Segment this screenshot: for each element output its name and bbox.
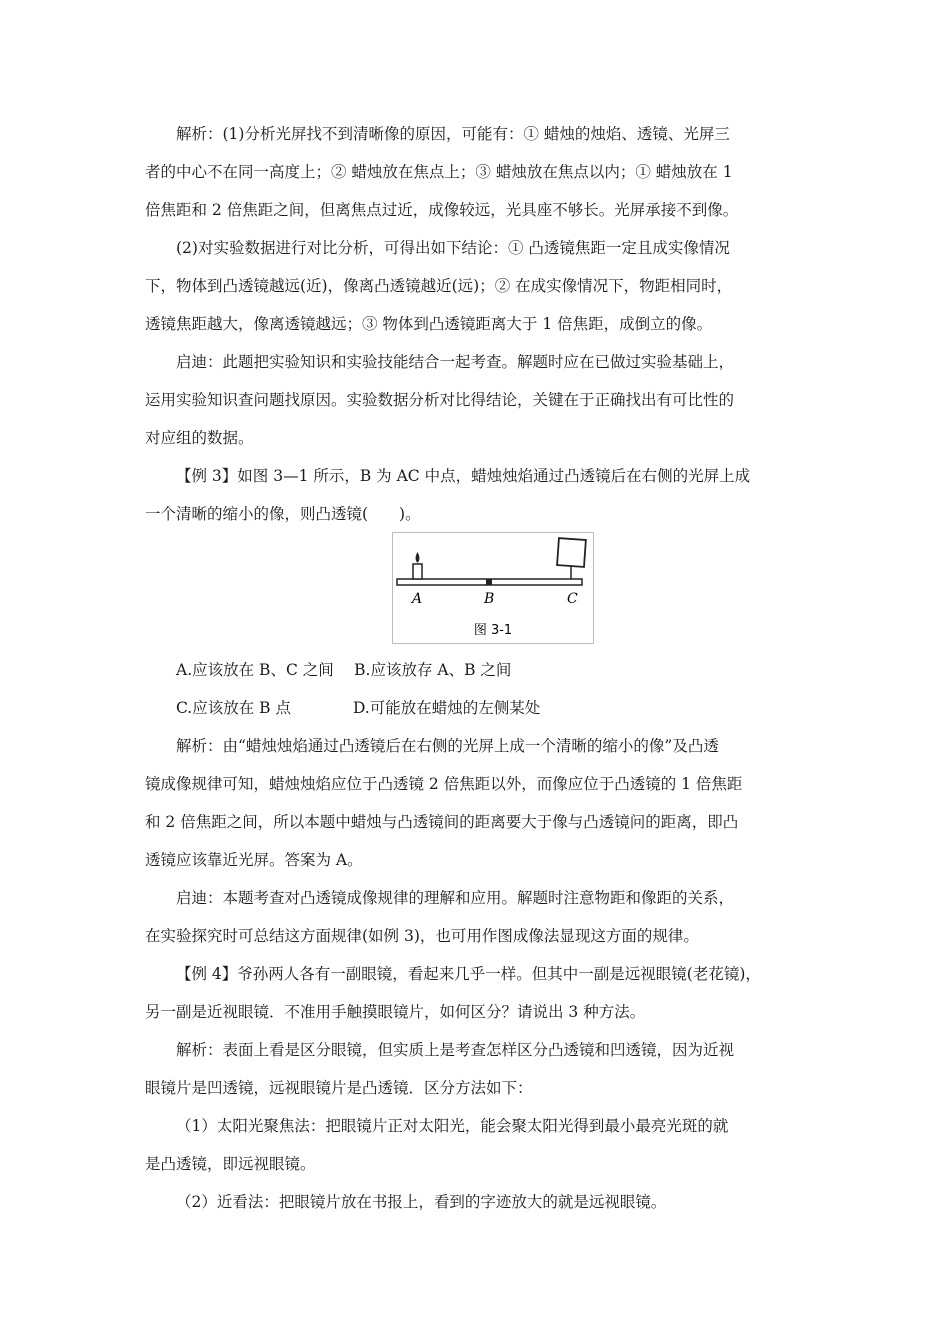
candle-flame-icon [416,552,420,563]
light-screen [557,538,586,567]
paragraph-line: 者的中心不在同一高度上；② 蜡烛放在焦点上；③ 蜡烛放在焦点以内；① 蜡烛放在 1 [145,163,733,181]
label-b: B [484,591,495,607]
paragraph-line: 运用实验知识查问题找原因。实验数据分析对比得结论，关键在于正确找出有可比性的 [145,391,735,409]
figure-3-1 [392,532,594,644]
paragraph-line: 透镜应该靠近光屏。答案为 A。 [145,851,363,869]
option-line: C.应该放在 B 点 D.可能放在蜡烛的左侧某处 [176,699,541,717]
paragraph-line: 解析：表面上看是区分眼镜，但实质上是考查怎样区分凸透镜和凹透镜，因为近视 [176,1041,735,1059]
paragraph-line: 对应组的数据。 [145,429,254,447]
example-3-heading: 【例 3】如图 3—1 所示，B 为 AC 中点，蜡烛烛焰通过凸透镜后在右侧的光屏上成 [176,467,751,485]
label-c: C [567,591,578,607]
option-line: A.应该放在 B、C 之间 B.应该放存 A、B 之间 [176,661,512,679]
paragraph-line: 眼镜片是凹透镜，远视眼镜片是凸透镜．区分方法如下： [145,1079,533,1097]
paragraph-line: 镜成像规律可知，蜡烛烛焰应位于凸透镜 2 倍焦距以外，而像应位于凸透镜的 1 倍焦距 [145,775,743,793]
label-a: A [412,591,423,607]
figure-caption: 图 3-1 [473,623,513,638]
paragraph-line: 透镜焦距越大，像离透镜越远；③ 物体到凸透镜距离大于 1 倍焦距，成倒立的像。 [145,315,713,333]
paragraph-line: 启迪：此题把实验知识和实验技能结合一起考查。解题时应在已做过实验基础上， [176,353,735,371]
paragraph-line: （1）太阳光聚焦法：把眼镜片正对太阳光，能会聚太阳光得到最小最亮光斑的就 [176,1117,729,1135]
paragraph-line: 倍焦距和 2 倍焦距之间，但离焦点过近，成像较远，光具座不够长。光屏承接不到像。 [145,201,739,219]
midpoint-marker [486,579,492,585]
optical-bench-diagram [393,533,593,643]
paragraph-line: 和 2 倍焦距之间，所以本题中蜡烛与凸透镜间的距离要大于像与凸透镜问的距离，即凸 [145,813,739,831]
paragraph-line: （2）近看法：把眼镜片放在书报上，看到的字迹放大的就是远视眼镜。 [176,1193,667,1211]
paragraph-line: 解析：由“蜡烛烛焰通过凸透镜后在右侧的光屏上成一个清晰的缩小的像”及凸透 [176,737,719,755]
paragraph-line: 在实验探究时可总结这方面规律(如例 3)，也可用作图成像法显现这方面的规律。 [145,927,699,945]
paragraph-line: 解析：(1)分析光屏找不到清晰像的原因，可能有：① 蜡烛的烛焰、透镜、光屏三 [176,125,730,143]
paragraph-line: 另一副是近视眼镜．不准用手触摸眼镜片，如何区分？请说出 3 种方法。 [145,1003,646,1021]
paragraph-line: 下，物体到凸透镜越远(近)，像离凸透镜越近(远)；② 在成实像情况下，物距相同时， [145,277,733,295]
paragraph-line: 是凸透镜，即远视眼镜。 [145,1155,316,1173]
candle [413,564,422,579]
paragraph-line: 启迪：本题考查对凸透镜成像规律的理解和应用。解题时注意物距和像距的关系， [176,889,735,907]
paragraph-line: (2)对实验数据进行对比分析，可得出如下结论：① 凸透镜焦距一定且成实像情况 [176,239,730,257]
paragraph-line: 一个清晰的缩小的像，则凸透镜( )。 [145,505,421,523]
example-4-heading: 【例 4】爷孙两人各有一副眼镜，看起来几乎一样。但其中一副是远视眼镜(老花镜)， [176,965,761,983]
